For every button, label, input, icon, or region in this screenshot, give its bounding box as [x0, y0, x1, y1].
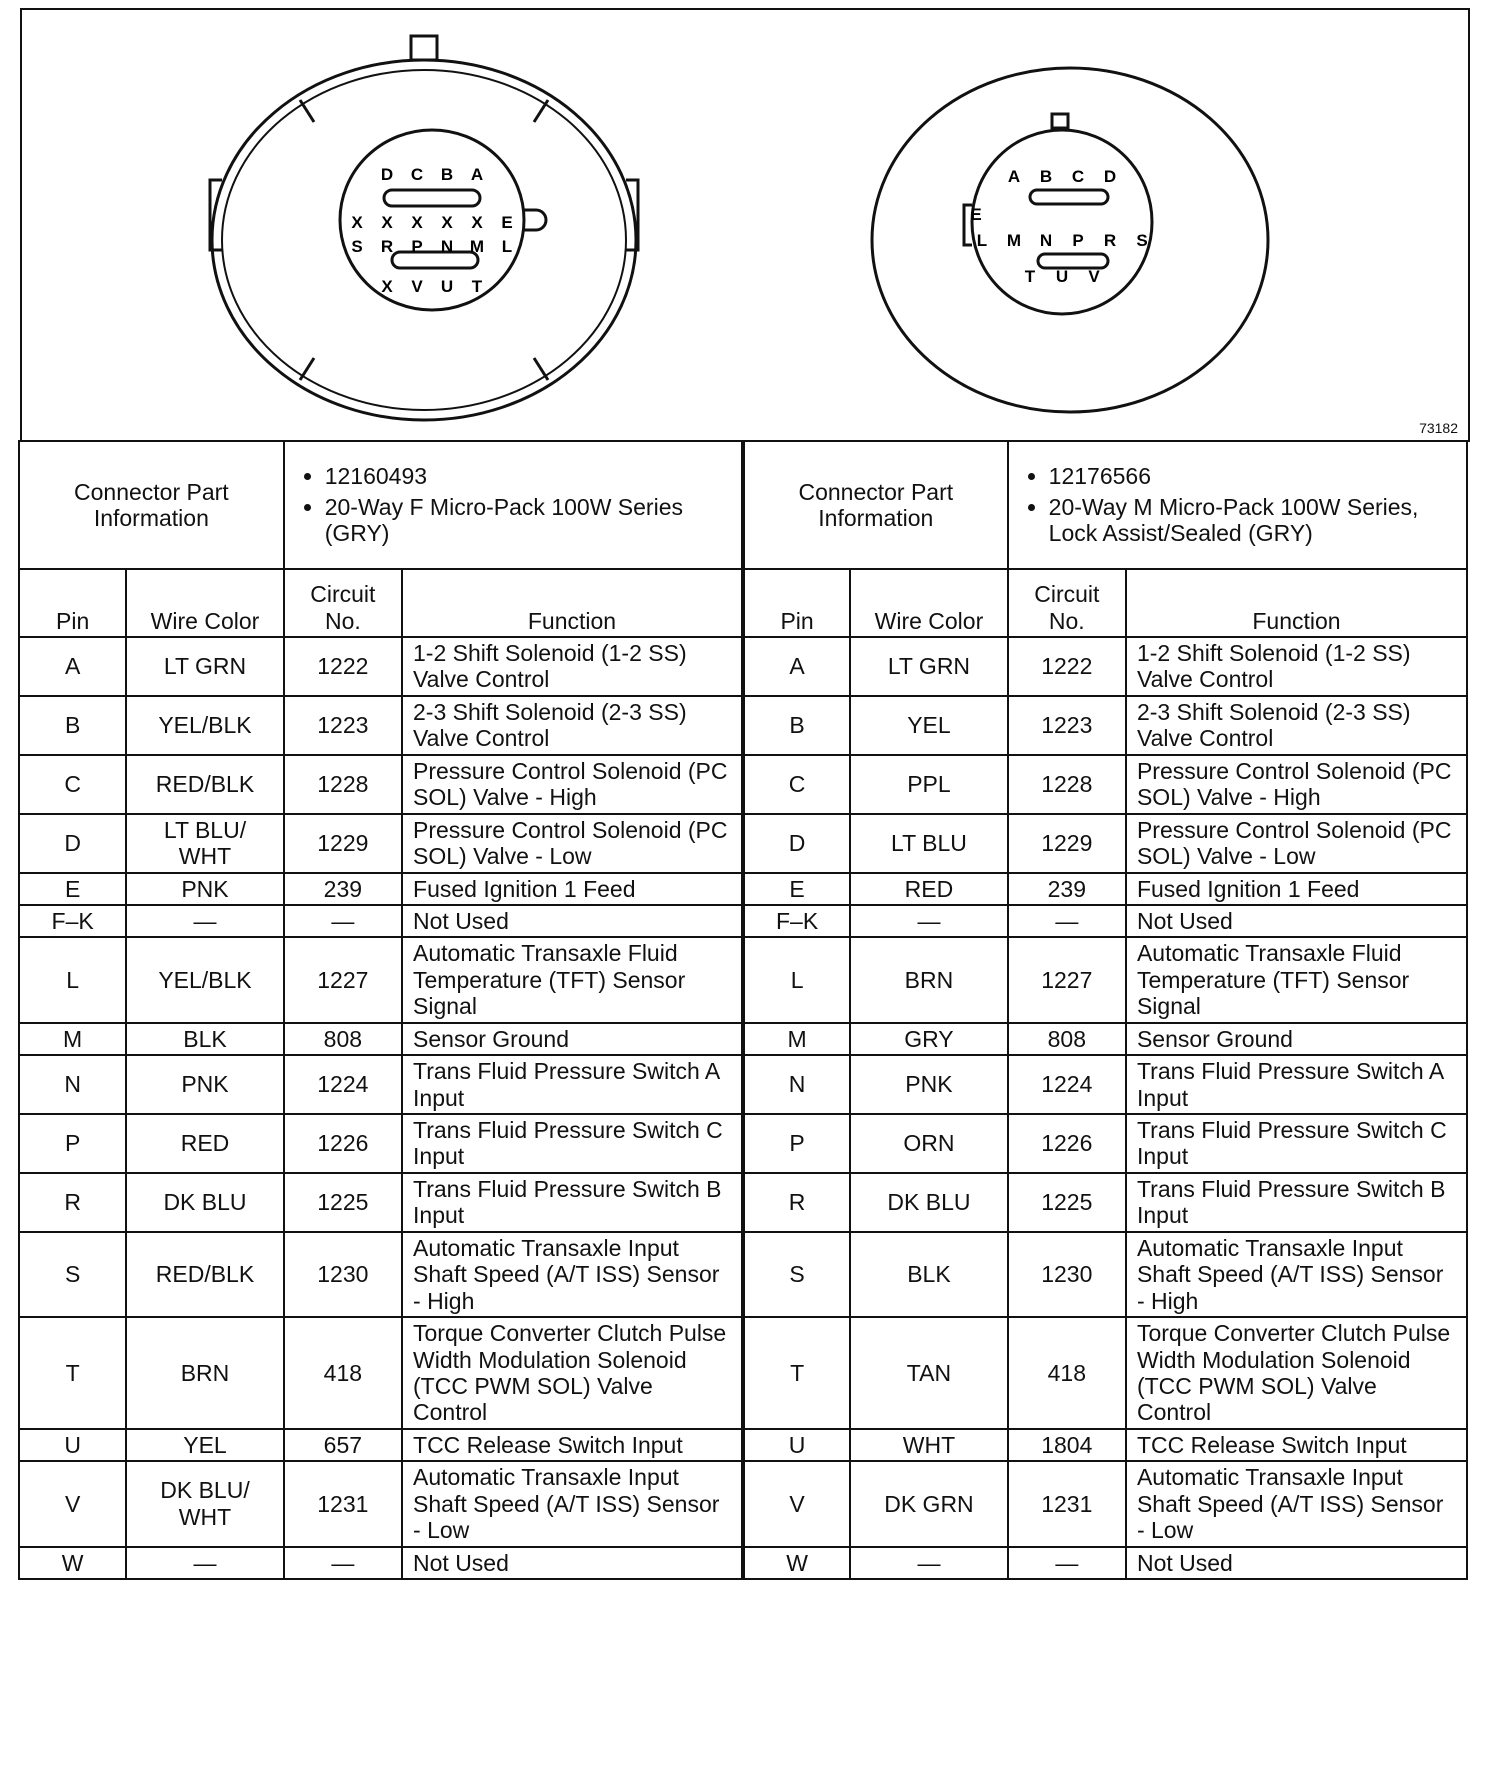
left-circuit-cell: — — [284, 905, 402, 937]
left-pin-cell: B — [19, 696, 126, 755]
pin-label: P — [411, 237, 423, 256]
right-circuit-cell: 239 — [1008, 873, 1126, 905]
pin-label: D — [1103, 167, 1117, 186]
right-pin-cell: B — [743, 696, 850, 755]
right-pin-cell: A — [743, 637, 850, 696]
table-row — [19, 696, 1467, 755]
left-function-cell: Automatic Transaxle Input Shaft Speed (A/T ISS) Sensor - High — [402, 1232, 743, 1317]
right-pin-cell: L — [743, 937, 850, 1022]
left-header-function: Function — [402, 569, 743, 637]
left-function-cell: Torque Converter Clutch Pulse Width Modulation Solenoid (TCC PWM SOL) Valve Control — [402, 1317, 743, 1429]
pin-label: D — [380, 165, 394, 184]
left-circuit-cell: 239 — [284, 873, 402, 905]
left-function-cell: Trans Fluid Pressure Switch A Input — [402, 1055, 743, 1114]
table-row — [19, 1547, 1467, 1579]
table-row — [19, 1429, 1467, 1461]
right-pin-cell: R — [743, 1173, 850, 1232]
pin-label: R — [1103, 231, 1117, 250]
left-function-cell: Not Used — [402, 1547, 743, 1579]
right-circuit-cell: 808 — [1008, 1023, 1126, 1055]
pin-label: C — [410, 165, 424, 184]
pin-label: E — [501, 213, 513, 232]
left-wire-cell: BRN — [126, 1317, 283, 1429]
left-wire-cell: YEL/BLK — [126, 937, 283, 1022]
right-pin-cell: M — [743, 1023, 850, 1055]
left-pin-cell: R — [19, 1173, 126, 1232]
left-wire-cell: PNK — [126, 1055, 283, 1114]
right-function-cell: Trans Fluid Pressure Switch C Input — [1126, 1114, 1467, 1173]
pin-label: X — [381, 213, 393, 232]
right-function-cell: Not Used — [1126, 1547, 1467, 1579]
right-function-cell: Sensor Ground — [1126, 1023, 1467, 1055]
right-function-cell: Automatic Transaxle Fluid Temperature (TFT) Sensor Signal — [1126, 937, 1467, 1022]
pin-label: P — [1072, 231, 1084, 250]
left-circuit-cell: 1228 — [284, 755, 402, 814]
left-pin-cell: A — [19, 637, 126, 696]
left-function-cell: Pressure Control Solenoid (PC SOL) Valve - Low — [402, 814, 743, 873]
right-pin-cell: N — [743, 1055, 850, 1114]
table-row — [19, 637, 1467, 696]
table-row — [19, 1317, 1467, 1429]
left-circuit-cell: 1230 — [284, 1232, 402, 1317]
right-function-cell: Not Used — [1126, 905, 1467, 937]
left-pin-cell: L — [19, 937, 126, 1022]
left-function-cell: Sensor Ground — [402, 1023, 743, 1055]
left-pin-cell: F–K — [19, 905, 126, 937]
left-pin-cell: N — [19, 1055, 126, 1114]
left-function-cell: Fused Ignition 1 Feed — [402, 873, 743, 905]
right-function-cell: Pressure Control Solenoid (PC SOL) Valve - Low — [1126, 814, 1467, 873]
right-function-cell: Fused Ignition 1 Feed — [1126, 873, 1467, 905]
left-part-number: • 12160493 — [325, 463, 731, 489]
pin-label: V — [411, 277, 423, 296]
left-circuit-cell: 1231 — [284, 1461, 402, 1546]
left-part-description: • 20-Way F Micro-Pack 100W Series (GRY) — [325, 494, 731, 547]
left-connector-pin-labels — [351, 165, 512, 296]
right-wire-cell: TAN — [850, 1317, 1007, 1429]
left-circuit-cell: 418 — [284, 1317, 402, 1429]
pin-label: X — [381, 277, 393, 296]
table-row — [19, 905, 1467, 937]
left-wire-cell: RED — [126, 1114, 283, 1173]
left-function-cell: Trans Fluid Pressure Switch C Input — [402, 1114, 743, 1173]
right-function-cell: Trans Fluid Pressure Switch A Input — [1126, 1055, 1467, 1114]
right-circuit-cell: 1225 — [1008, 1173, 1126, 1232]
left-wire-cell: DK BLU/ WHT — [126, 1461, 283, 1546]
pin-label: M — [1006, 231, 1022, 250]
left-function-cell: Trans Fluid Pressure Switch B Input — [402, 1173, 743, 1232]
right-circuit-cell: 1226 — [1008, 1114, 1126, 1173]
table-row — [19, 755, 1467, 814]
right-header-pin: Pin — [743, 569, 850, 637]
right-wire-cell: WHT — [850, 1429, 1007, 1461]
right-pin-cell: T — [743, 1317, 850, 1429]
left-function-cell: Pressure Control Solenoid (PC SOL) Valve - High — [402, 755, 743, 814]
right-pin-cell: W — [743, 1547, 850, 1579]
pin-label: X — [471, 213, 483, 232]
right-header-function: Function — [1126, 569, 1467, 637]
pin-label: S — [1136, 231, 1148, 250]
pin-label: A — [470, 165, 484, 184]
right-circuit-cell: 1804 — [1008, 1429, 1126, 1461]
left-header-pin: Pin — [19, 569, 126, 637]
right-wire-cell: LT GRN — [850, 637, 1007, 696]
pin-label: B — [1039, 167, 1053, 186]
left-function-cell: 1-2 Shift Solenoid (1-2 SS) Valve Control — [402, 637, 743, 696]
right-wire-cell: ORN — [850, 1114, 1007, 1173]
table-row — [19, 1461, 1467, 1546]
right-function-cell: Automatic Transaxle Input Shaft Speed (A/T ISS) Sensor - Low — [1126, 1461, 1467, 1546]
left-pin-cell: M — [19, 1023, 126, 1055]
left-circuit-cell: 1223 — [284, 696, 402, 755]
right-wire-cell: RED — [850, 873, 1007, 905]
pin-label: X — [441, 213, 453, 232]
right-pin-cell: C — [743, 755, 850, 814]
right-part-description: • 20-Way M Micro-Pack 100W Series, Lock Assist/Sealed (GRY) — [1049, 494, 1456, 547]
right-header-wire: Wire Color — [850, 569, 1007, 637]
right-wire-cell: BRN — [850, 937, 1007, 1022]
right-connector-pin-labels — [970, 167, 1147, 286]
right-circuit-cell: 1228 — [1008, 755, 1126, 814]
right-wire-cell: DK GRN — [850, 1461, 1007, 1546]
right-wire-cell: LT BLU — [850, 814, 1007, 873]
pin-label: E — [970, 205, 982, 224]
right-function-cell: Trans Fluid Pressure Switch B Input — [1126, 1173, 1467, 1232]
left-header-wire: Wire Color — [126, 569, 283, 637]
right-circuit-cell: — — [1008, 1547, 1126, 1579]
right-circuit-cell: 1227 — [1008, 937, 1126, 1022]
left-pin-cell: P — [19, 1114, 126, 1173]
left-wire-cell: RED/BLK — [126, 1232, 283, 1317]
right-pin-cell: S — [743, 1232, 850, 1317]
left-pin-cell: E — [19, 873, 126, 905]
pin-label: U — [440, 277, 454, 296]
right-circuit-cell: 1224 — [1008, 1055, 1126, 1114]
left-part-label: Connector Part Information — [19, 441, 284, 569]
table-row — [19, 1173, 1467, 1232]
right-wire-cell: YEL — [850, 696, 1007, 755]
right-pin-cell: D — [743, 814, 850, 873]
pin-label: S — [351, 237, 363, 256]
right-wire-cell: — — [850, 905, 1007, 937]
left-pin-cell: W — [19, 1547, 126, 1579]
left-circuit-cell: 1224 — [284, 1055, 402, 1114]
pin-label: A — [1007, 167, 1021, 186]
right-function-cell: TCC Release Switch Input — [1126, 1429, 1467, 1461]
left-wire-cell: BLK — [126, 1023, 283, 1055]
connector-drawings — [22, 10, 1468, 442]
left-function-cell: TCC Release Switch Input — [402, 1429, 743, 1461]
right-header-circuit: Circuit No. — [1008, 569, 1126, 637]
right-connector-drawing — [872, 68, 1268, 412]
left-wire-cell: — — [126, 1547, 283, 1579]
left-circuit-cell: 1225 — [284, 1173, 402, 1232]
right-function-cell: Automatic Transaxle Input Shaft Speed (A/T ISS) Sensor - High — [1126, 1232, 1467, 1317]
table-row — [19, 1055, 1467, 1114]
left-circuit-cell: 808 — [284, 1023, 402, 1055]
right-function-cell: 1-2 Shift Solenoid (1-2 SS) Valve Control — [1126, 637, 1467, 696]
left-wire-cell: YEL — [126, 1429, 283, 1461]
pin-label: L — [976, 231, 988, 250]
left-pin-cell: T — [19, 1317, 126, 1429]
right-pin-cell: P — [743, 1114, 850, 1173]
left-wire-cell: PNK — [126, 873, 283, 905]
right-circuit-cell: 1223 — [1008, 696, 1126, 755]
table-row — [19, 937, 1467, 1022]
right-wire-cell: DK BLU — [850, 1173, 1007, 1232]
figure-number: 73182 — [1419, 420, 1458, 436]
left-pin-cell: V — [19, 1461, 126, 1546]
right-pin-cell: U — [743, 1429, 850, 1461]
right-pin-cell: E — [743, 873, 850, 905]
pin-label: N — [1039, 231, 1053, 250]
right-circuit-cell: — — [1008, 905, 1126, 937]
right-function-cell: 2-3 Shift Solenoid (2-3 SS) Valve Control — [1126, 696, 1467, 755]
right-circuit-cell: 1231 — [1008, 1461, 1126, 1546]
pin-label: V — [1088, 267, 1100, 286]
right-part-number: • 12176566 — [1049, 463, 1456, 489]
right-pin-cell: V — [743, 1461, 850, 1546]
left-part-info — [284, 441, 743, 569]
pin-label: U — [1055, 267, 1069, 286]
right-circuit-cell: 418 — [1008, 1317, 1126, 1429]
left-wire-cell: RED/BLK — [126, 755, 283, 814]
left-connector-drawing — [210, 36, 638, 420]
left-header-circuit: Circuit No. — [284, 569, 402, 637]
right-wire-cell: PPL — [850, 755, 1007, 814]
left-circuit-cell: 1227 — [284, 937, 402, 1022]
left-pin-cell: C — [19, 755, 126, 814]
pin-label: T — [1024, 267, 1036, 286]
right-part-label: Connector Part Information — [743, 441, 1008, 569]
pin-label: M — [469, 237, 485, 256]
pin-label: X — [411, 213, 423, 232]
table-row — [19, 1232, 1467, 1317]
pin-label: R — [380, 237, 394, 256]
left-circuit-cell: 1226 — [284, 1114, 402, 1173]
left-wire-cell: YEL/BLK — [126, 696, 283, 755]
pin-label: X — [351, 213, 363, 232]
pin-label: N — [440, 237, 454, 256]
left-function-cell: Automatic Transaxle Input Shaft Speed (A/T ISS) Sensor - Low — [402, 1461, 743, 1546]
left-pin-cell: U — [19, 1429, 126, 1461]
left-function-cell: Not Used — [402, 905, 743, 937]
left-circuit-cell: 1222 — [284, 637, 402, 696]
pinout-table — [18, 440, 1468, 1580]
right-circuit-cell: 1230 — [1008, 1232, 1126, 1317]
pin-label: L — [501, 237, 513, 256]
table-row — [19, 1023, 1467, 1055]
pin-label: T — [471, 277, 483, 296]
right-wire-cell: BLK — [850, 1232, 1007, 1317]
left-pin-cell: D — [19, 814, 126, 873]
column-header-row — [19, 569, 1467, 637]
left-function-cell: Automatic Transaxle Fluid Temperature (TFT) Sensor Signal — [402, 937, 743, 1022]
part-info-row — [19, 441, 1467, 569]
left-circuit-cell: 1229 — [284, 814, 402, 873]
left-circuit-cell: — — [284, 1547, 402, 1579]
left-pin-cell: S — [19, 1232, 126, 1317]
table-row — [19, 1114, 1467, 1173]
pin-label: C — [1071, 167, 1085, 186]
connector-diagrams — [20, 8, 1470, 442]
left-wire-cell: LT GRN — [126, 637, 283, 696]
table-row — [19, 814, 1467, 873]
left-wire-cell: DK BLU — [126, 1173, 283, 1232]
right-wire-cell: — — [850, 1547, 1007, 1579]
right-function-cell: Torque Converter Clutch Pulse Width Modulation Solenoid (TCC PWM SOL) Valve Control — [1126, 1317, 1467, 1429]
left-wire-cell: LT BLU/ WHT — [126, 814, 283, 873]
right-part-info — [1008, 441, 1467, 569]
table-row — [19, 873, 1467, 905]
right-function-cell: Pressure Control Solenoid (PC SOL) Valve - High — [1126, 755, 1467, 814]
right-circuit-cell: 1222 — [1008, 637, 1126, 696]
left-wire-cell: — — [126, 905, 283, 937]
right-circuit-cell: 1229 — [1008, 814, 1126, 873]
left-function-cell: 2-3 Shift Solenoid (2-3 SS) Valve Control — [402, 696, 743, 755]
right-pin-cell: F–K — [743, 905, 850, 937]
right-wire-cell: PNK — [850, 1055, 1007, 1114]
left-circuit-cell: 657 — [284, 1429, 402, 1461]
pin-label: B — [440, 165, 454, 184]
right-wire-cell: GRY — [850, 1023, 1007, 1055]
